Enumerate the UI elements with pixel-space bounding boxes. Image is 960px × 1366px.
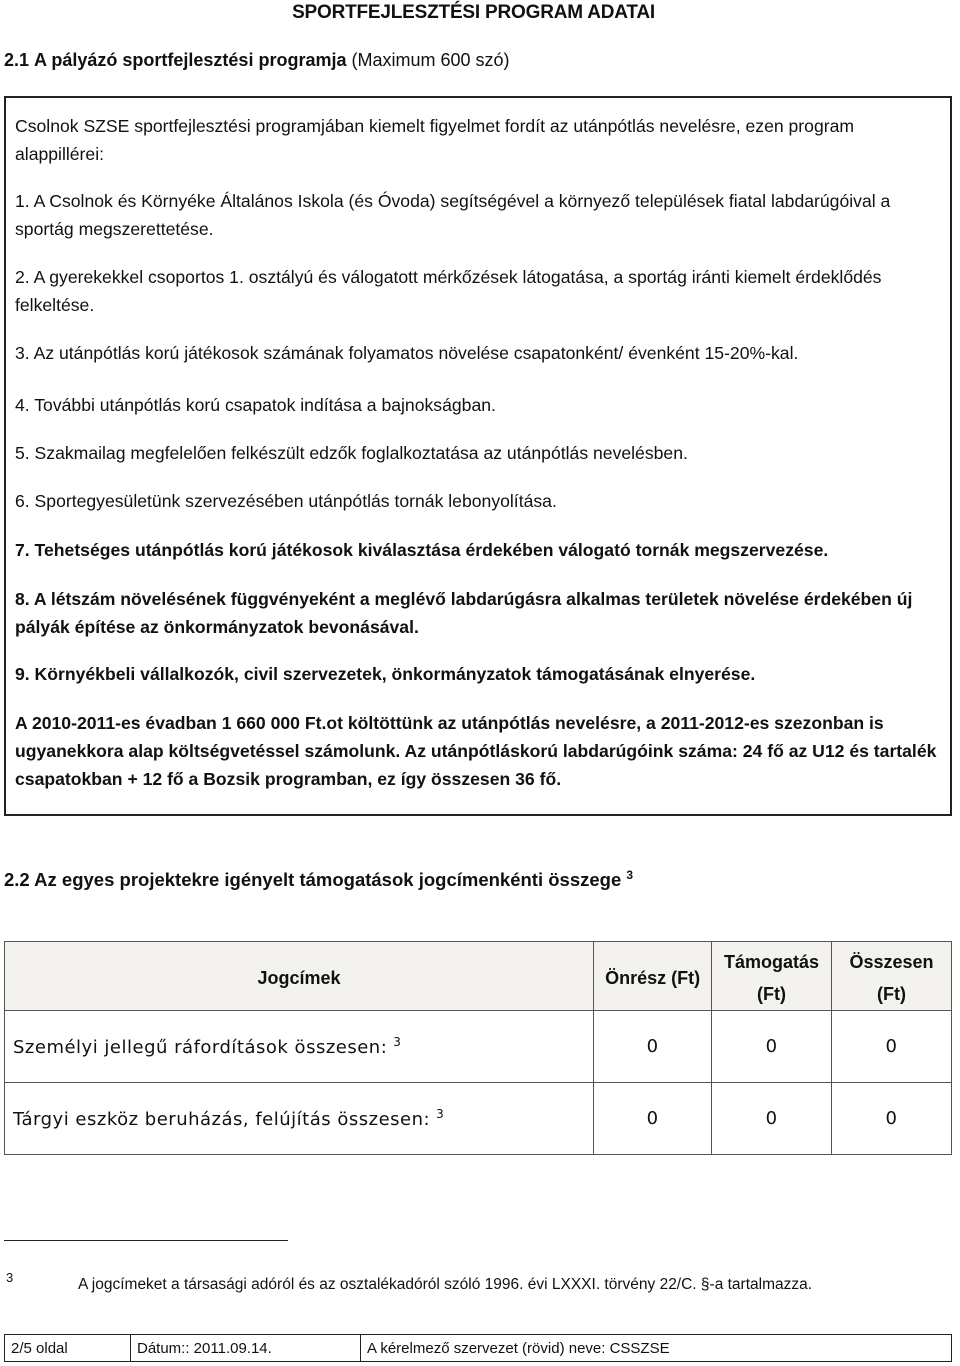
funding-table — [4, 941, 952, 1155]
page-footer — [4, 1334, 952, 1362]
section-hint: (Maximum 600 szó) — [351, 50, 510, 70]
section-title: A pályázó sportfejlesztési programja — [34, 50, 347, 70]
cell-osszesen: 0 — [832, 1083, 952, 1155]
cell-tamogatas: 0 — [712, 1011, 832, 1083]
cell-osszesen: 0 — [832, 1011, 952, 1083]
program-item: 1. A Csolnok és Környéke Általános Iskola (és Óvoda) segítségével a környező települések fiatal labdarúgóival a sportág megszerettetése. — [15, 191, 891, 239]
table-header-row — [5, 942, 952, 1011]
footer-date: Dátum:: 2011.09.14. — [131, 1335, 361, 1361]
footer-applicant: A kérelmező szervezet (rövid) neve: CSSZSE — [367, 1339, 670, 1357]
program-text-box — [4, 96, 952, 816]
section2-title: 2.2 Az egyes projektekre igényelt támogatások jogcímenkénti összege — [4, 869, 622, 891]
row-label — [5, 1083, 594, 1155]
program-item: 8. A létszám növelésének függvényeként a meglévő labdarúgásra alkalmas területek növelése érdekében új pályák építése az önkormányzatok bevonásával. — [15, 589, 913, 637]
col-header-tamogatas: Támogatás (Ft) — [712, 942, 832, 1011]
cell-tamogatas: 0 — [712, 1083, 832, 1155]
program-item: 2. A gyerekekkel csoportos 1. osztályú és válogatott mérkőzések látogatása, a sportág iránti kiemelt érdeklődés felkeltése. — [15, 267, 882, 315]
col-header-jogcimek: Jogcímek — [5, 942, 594, 1011]
footnote-ref: 3 — [393, 1035, 402, 1049]
program-item: 6. Sportegyesületünk szervezésében utánpótlás tornák lebonyolítása. — [15, 491, 557, 511]
row-label-text: Tárgyi eszköz beruházás, felújítás összesen: — [13, 1109, 431, 1130]
footnote-ref: 3 — [436, 1107, 445, 1121]
footnote-divider — [4, 1240, 288, 1241]
col-header-osszesen: Összesen (Ft) — [832, 942, 952, 1011]
footer-page-number: 2/5 oldal — [5, 1335, 131, 1361]
page-header-title: SPORTFEJLESZTÉSI PROGRAM ADATAI — [292, 2, 655, 23]
footnote-text: A jogcímeket a társasági adóról és az osztalékadóról szóló 1996. évi LXXXI. törvény 22/C. §-a tartalmazza. — [78, 1276, 813, 1293]
table-row — [5, 1083, 952, 1155]
section-heading-program — [4, 50, 510, 71]
footnote-mark: 3 — [6, 1270, 14, 1285]
section-heading-funding — [4, 868, 633, 891]
program-item: 3. Az utánpótlás korú játékosok számának folyamatos növelése csapatonként/ évenként 15-20%-kal. — [15, 343, 799, 363]
cell-onresz: 0 — [594, 1083, 712, 1155]
program-item: 4. További utánpótlás korú csapatok indítása a bajnokságban. — [15, 395, 496, 415]
table-row — [5, 1011, 952, 1083]
program-item: 5. Szakmailag megfelelően felkészült edzők foglalkoztatása az utánpótlás nevelésben. — [15, 443, 688, 463]
cell-onresz: 0 — [594, 1011, 712, 1083]
section-number: 2.1 — [4, 50, 30, 70]
row-label — [5, 1011, 594, 1083]
program-item: 7. Tehetséges utánpótlás korú játékosok kiválasztása érdekében válogató tornák megszervezése. — [15, 540, 829, 560]
program-closing: A 2010-2011-es évadban 1 660 000 Ft.ot költöttünk az utánpótlás nevelésre, a 2011-2012-es szezonban is ugyanekkora alap költségvetéssel számolunk. Az utánpótláskorú labdarúgóink száma: 24 fő az U12 és tartalék csapatokban + 12 fő a Bozsik programban, ez így összesen 36 fő. — [15, 713, 937, 789]
program-intro: Csolnok SZSE sportfejlesztési programjában kiemelt figyelmet fordít az utánpótlás nevelésre, ezen program alappillérei: — [15, 116, 855, 164]
row-label-text: Személyi jellegű ráfordítások összesen: — [13, 1037, 388, 1058]
col-header-onresz: Önrész (Ft) — [594, 942, 712, 1011]
program-item: 9. Környékbeli vállalkozók, civil szervezetek, önkormányzatok támogatásának elnyerése. — [15, 664, 756, 684]
footnote-ref: 3 — [626, 868, 634, 882]
